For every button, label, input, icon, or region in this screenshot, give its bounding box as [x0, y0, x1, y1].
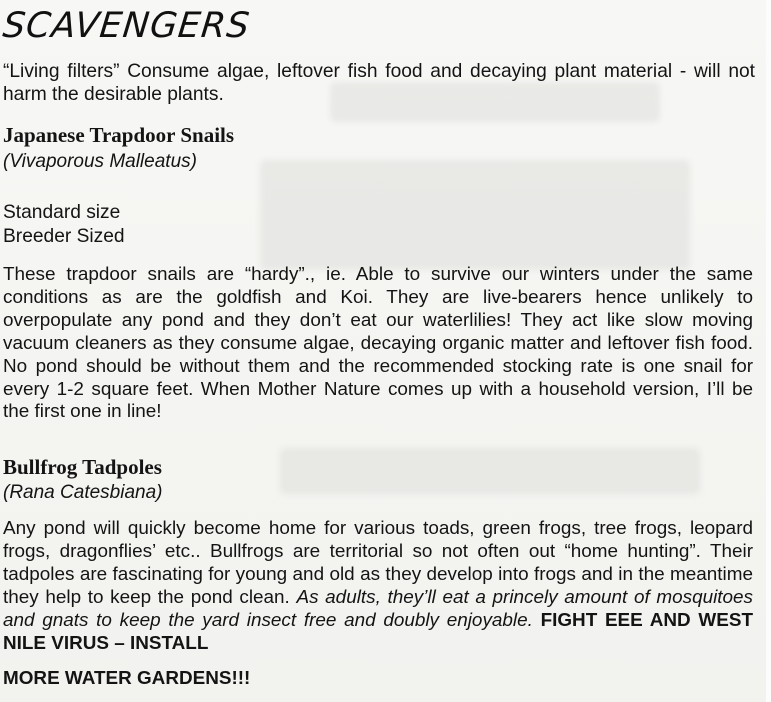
intro-text: “Living filters” Consume algae, leftover fish food and decaying plant material - will not harm the desirable plants.	[3, 61, 755, 105]
tadpoles-description-italic: As adults, they’ll eat a princely amount of mosquitoes and gnats to keep the yard insect free and doubly enjoyable.	[3, 586, 753, 631]
page-title: SCAVENGERS	[0, 6, 252, 46]
tadpoles-description-callout: FIGHT EEE AND WEST NILE VIRUS – INSTALL	[3, 609, 753, 654]
tadpoles-description	[3, 518, 753, 655]
snails-size-breeder: Breeder Sized	[3, 226, 125, 247]
tadpoles-heading: Bullfrog Tadpoles	[3, 455, 162, 479]
snails-heading: Japanese Trapdoor Snails	[3, 123, 235, 147]
snails-size-standard: Standard size	[3, 202, 121, 223]
tadpoles-description-plain: Any pond will quickly become home for various toads, green frogs, tree frogs, leopard frogs, dragonflies’ etc.. Bullfrogs are territorial so not often out “home hunting”. Their tadpoles are fascinating for young and old as they develop into frogs and in the meantime they help to keep the pond clean.	[3, 518, 753, 608]
bleed-through-shade	[280, 448, 700, 494]
tadpoles-callout-end: MORE WATER GARDENS!!!	[3, 668, 251, 689]
snails-latin-name: (Vivaporous Malleatus)	[3, 151, 197, 172]
snails-description: These trapdoor snails are “hardy”., ie. Able to survive our winters under the same conditions as are the goldfish and Koi. They are live-bearers hence unlikely to overpopulate any pond and they don’t eat our waterlilies! They act like slow moving vacuum cleaners as they consume algae, decaying organic matter and leftover fish food. No pond should be without them and the recommended stocking rate is one snail for every 1-2 square feet. When Mother Nature comes up with a household version, I’ll be the first one in line!	[3, 264, 753, 423]
tadpoles-latin-name: (Rana Catesbiana)	[3, 482, 163, 503]
bleed-through-shade	[260, 160, 690, 270]
